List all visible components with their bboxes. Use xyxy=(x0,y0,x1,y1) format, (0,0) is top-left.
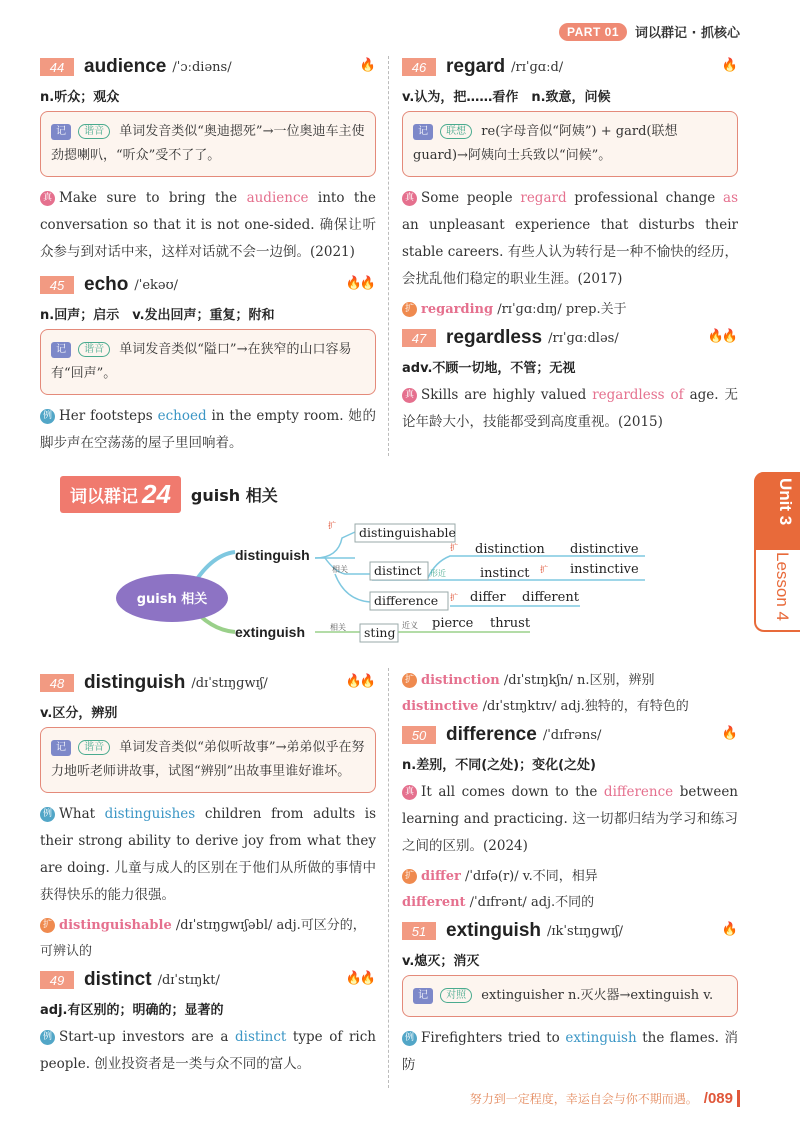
entry-header xyxy=(402,52,738,82)
memory-tip xyxy=(40,727,376,793)
fire-icon: 🔥🔥 xyxy=(707,329,736,344)
extension-badge-icon: 扩 xyxy=(40,918,55,933)
page-number: /089 xyxy=(704,1090,740,1107)
node-distinctive: distinctive xyxy=(570,542,639,557)
memo-tag: 对照 xyxy=(440,988,472,1003)
node-different: different xyxy=(522,590,579,605)
node-distinguishable: distinguishable xyxy=(359,525,456,540)
memo-text: extinguisher n.灭火器→extinguish v. xyxy=(481,988,714,1003)
tag-similar-form: 形近 xyxy=(430,569,446,578)
tag-extend: 扩 xyxy=(450,593,458,602)
headword: distinguish xyxy=(84,672,186,693)
headword: regardless xyxy=(446,327,543,348)
memory-tip xyxy=(40,329,376,395)
entry-number: 44 xyxy=(40,58,74,76)
phonetic: /dɪˈstɪŋɡwɪʃ/ xyxy=(191,675,268,691)
node-thrust: thrust xyxy=(490,616,531,631)
entry-header xyxy=(40,270,376,300)
memo-icon: 记 xyxy=(413,988,433,1004)
memo-text: 单词发音类似“奥迪摁死”→一位奥迪车主使劲摁喇叭，“听众”受不了了。 xyxy=(51,124,365,163)
definition: n.回声；启示 v.发出回声；重复；附和 xyxy=(40,308,275,323)
page-footer xyxy=(470,1090,740,1107)
section-subtitle: guish 相关 xyxy=(190,486,278,505)
branch-extinguish: extinguish xyxy=(235,624,306,640)
example-badge-icon: 例 xyxy=(40,807,55,822)
fire-icon: 🔥 xyxy=(721,922,736,937)
memo-text: re(字母音似“阿姨”) + gard(联想guard)→阿姨向士兵致以“问候”。 xyxy=(413,124,678,163)
entry-header xyxy=(40,965,376,995)
extension-badge-icon: 扩 xyxy=(402,302,417,317)
header-title: 词以群记 · 抓核心 xyxy=(635,26,740,41)
right-column-top xyxy=(402,52,738,440)
fire-icon: 🔥🔥 xyxy=(345,674,374,689)
phonetic: /rɪˈɡɑːdləs/ xyxy=(548,330,619,346)
tag-related: 相关 xyxy=(330,623,346,632)
example-sentence: 真 Make sure to bring the audience into the conversation so that it is not one-sided. 确保让听众参与到对话中来，这样对话就不会一边倒。(2021) xyxy=(40,190,376,260)
headword: distinct xyxy=(84,969,152,990)
node-difference: difference xyxy=(374,593,439,608)
phonetic: /dɪˈstɪŋkt/ xyxy=(157,972,220,988)
example-badge-icon: 例 xyxy=(40,409,55,424)
exam-badge-icon: 真 xyxy=(402,785,417,800)
fire-icon: 🔥 xyxy=(721,726,736,741)
entry-header xyxy=(402,323,738,353)
extension-word: 扩 differ /ˈdɪfə(r)/ v.不同，相异 xyxy=(402,864,738,890)
entry-number: 47 xyxy=(402,329,436,347)
example-sentence: 真 Skills are highly valued regardless of age. 无论年龄大小，技能都受到高度重视。(2015) xyxy=(402,387,739,430)
example-sentence: 例 Start-up investors are a distinct type of rich people. 创业投资者是一类与众不同的富人。 xyxy=(40,1029,376,1072)
example-sentence: 真 Some people regard professional change as an unpleasant experience that disturbs their stable careers. 有些人认为转行是一种不愉快的经历，会扰乱他们稳定的职业生涯。(2017) xyxy=(402,190,738,287)
definition: adj.有区别的；明确的；显著的 xyxy=(40,1003,224,1018)
entry-number: 51 xyxy=(402,922,436,940)
tag-extend: 扩 xyxy=(540,565,548,574)
node-sting: sting xyxy=(364,625,396,640)
unit-label: Unit 3 xyxy=(776,478,795,526)
memory-tip xyxy=(40,111,376,177)
entry-header xyxy=(40,668,376,698)
example-sentence: 例 Her footsteps echoed in the empty room. 她的脚步声在空荡荡的屋子里回响着。 xyxy=(40,408,376,451)
extension-word: distinctive /dɪˈstɪŋktɪv/ adj.独特的，有特色的 xyxy=(402,699,689,714)
node-instinct: instinct xyxy=(480,566,530,581)
memo-icon: 记 xyxy=(51,740,71,756)
node-instinctive: instinctive xyxy=(570,562,639,577)
extension-word: 扩 regarding /rɪˈɡɑːdɪŋ/ prep.关于 xyxy=(402,297,738,323)
memo-tag: 谐音 xyxy=(78,124,110,139)
extension-word: 扩 distinguishable /dɪˈstɪŋɡwɪʃəbl/ adj.可区分的，可辨认的 xyxy=(40,918,366,959)
tag-related: 相关 xyxy=(332,565,348,574)
memory-tip xyxy=(402,111,738,177)
tag-extend: 扩 xyxy=(450,543,458,552)
fire-icon: 🔥 xyxy=(359,58,374,73)
phonetic: /ɪkˈstɪŋɡwɪʃ/ xyxy=(547,923,623,939)
phonetic: /ˈekəʊ/ xyxy=(134,277,179,293)
entry-header xyxy=(402,720,738,750)
exam-badge-icon: 真 xyxy=(40,191,55,206)
node-distinct: distinct xyxy=(374,563,422,578)
memo-icon: 记 xyxy=(51,124,71,140)
node-distinction: distinction xyxy=(475,542,545,557)
entry-number: 45 xyxy=(40,276,74,294)
example-sentence: 真 It all comes down to the difference between learning and practicing. 这一切都归结为学习和练习之间的区别。(2024) xyxy=(402,784,739,854)
extension-word: 扩 distinction /dɪˈstɪŋkʃn/ n.区别，辨别 xyxy=(402,668,738,694)
extension-badge-icon: 扩 xyxy=(402,869,417,884)
definition: adv.不顾一切地，不管；无视 xyxy=(402,361,576,376)
entry-number: 46 xyxy=(402,58,436,76)
entry-header xyxy=(40,52,376,82)
tag-extend: 扩 xyxy=(328,521,336,530)
headword: echo xyxy=(84,274,129,295)
entry-number: 48 xyxy=(40,674,74,692)
definition: n.差别，不同(之处)；变化(之处) xyxy=(402,758,596,773)
definition: v.认为，把……看作 n.致意，问候 xyxy=(402,90,611,105)
exam-badge-icon: 真 xyxy=(402,191,417,206)
left-column-top xyxy=(40,52,376,461)
entry-number: 49 xyxy=(40,971,74,989)
entry-header xyxy=(402,916,738,946)
fire-icon: 🔥 xyxy=(721,58,736,73)
memory-tip xyxy=(402,975,738,1017)
phonetic: /ˈɔːdiəns/ xyxy=(172,59,232,75)
column-divider xyxy=(388,56,389,456)
extension-word: different /ˈdɪfrənt/ adj.不同的 xyxy=(402,895,595,910)
example-sentence: 例 Firefighters tried to extinguish the flames. 消防 xyxy=(402,1030,738,1073)
part-badge: PART 01 xyxy=(559,23,627,41)
right-column-bottom xyxy=(402,668,738,1083)
node-pierce: pierce xyxy=(432,616,474,631)
headword: audience xyxy=(84,56,167,77)
phonetic: /ˈdɪfrəns/ xyxy=(542,727,602,743)
memo-tag: 联想 xyxy=(440,124,472,139)
definition: v.熄灭；消灭 xyxy=(402,954,480,969)
entry-number: 50 xyxy=(402,726,436,744)
memo-icon: 记 xyxy=(51,342,71,358)
fire-icon: 🔥🔥 xyxy=(345,971,374,986)
section-label: 词以群记 24 xyxy=(60,476,181,513)
headword: difference xyxy=(446,724,537,745)
center-node: guish 相关 xyxy=(136,592,208,607)
example-badge-icon: 例 xyxy=(402,1031,417,1046)
memo-icon: 记 xyxy=(413,124,433,140)
definition: n.听众；观众 xyxy=(40,90,120,105)
memo-text: 单词发音类似“隘口”→在狭窄的山口容易有“回声”。 xyxy=(51,342,352,381)
exam-badge-icon: 真 xyxy=(402,388,417,403)
column-divider xyxy=(388,668,389,1088)
memo-tag: 谐音 xyxy=(78,342,110,357)
section-banner xyxy=(60,476,278,513)
extension-badge-icon: 扩 xyxy=(402,673,417,688)
word-mind-map xyxy=(110,510,670,660)
left-column-bottom xyxy=(40,668,376,1082)
memo-tag: 谐音 xyxy=(78,740,110,755)
branch-distinguish: distinguish xyxy=(235,547,310,563)
example-sentence: 例 What distinguishes children from adults is their strong ability to derive joy from what they are doing. 儿童与成人的区别在于他们从所做的事情中获得快乐的能力很强。 xyxy=(40,806,377,903)
lesson-label: Lesson 4 xyxy=(773,552,792,621)
headword: regard xyxy=(446,56,506,77)
tag-synonym: 近义 xyxy=(402,621,418,630)
headword: extinguish xyxy=(446,920,542,941)
memo-text: 单词发音类似“弟似听故事”→弟弟似乎在努力地听老师讲故事，试图“辨别”出故事里谁好谁坏。 xyxy=(51,740,365,779)
definition: v.区分，辨别 xyxy=(40,706,118,721)
page-header xyxy=(559,22,740,41)
footer-motto: 努力到一定程度，幸运自会与你不期而遇。 xyxy=(469,1092,698,1106)
example-badge-icon: 例 xyxy=(40,1030,55,1045)
fire-icon: 🔥🔥 xyxy=(345,276,374,291)
phonetic: /rɪˈɡɑːd/ xyxy=(511,59,564,75)
node-differ: differ xyxy=(470,590,506,605)
